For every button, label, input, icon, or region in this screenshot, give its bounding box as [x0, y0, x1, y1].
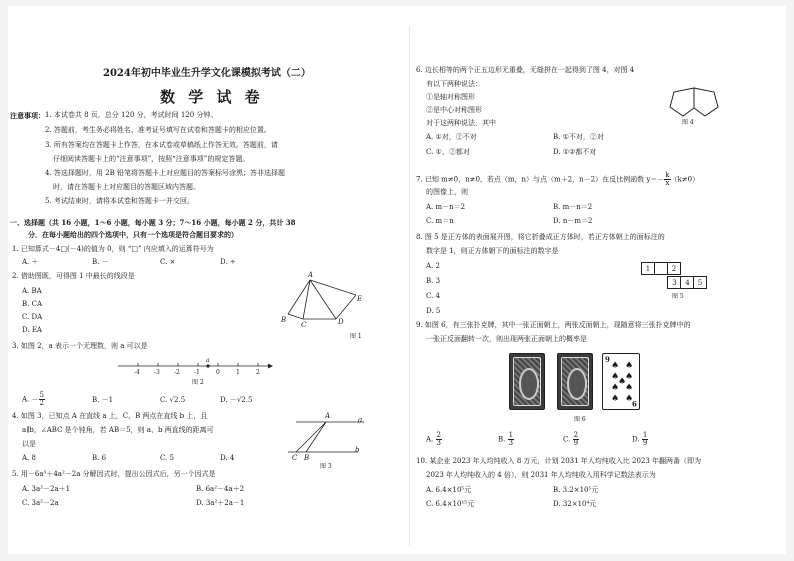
q6-stem-2: 有以下两种说法： — [426, 80, 482, 88]
q9-option-d: D. $\frac{1}{9}$ — [632, 431, 648, 447]
q5-option-d: D. 3a²＋2a－1 — [196, 499, 245, 507]
axis-tick--2: -2 — [174, 369, 180, 376]
q10-option-d: D. 32×10⁴元 — [553, 500, 597, 508]
q10-stem-2: 2023 年人均纯收入的 4 倍），则 2031 年人均纯收入用科学记数法表示为 — [426, 471, 656, 479]
subject-title: 数 学 试 卷 — [160, 88, 264, 106]
card-back-1 — [509, 353, 545, 410]
q5-option-a: A. 3a²－2a＋1 — [22, 485, 71, 493]
section-heading-2: 分．在每小题给出的四个选项中，只有一个选项是符合题目要求的） — [28, 230, 238, 239]
q10-option-b: B. 3.2×10⁵元 — [553, 486, 599, 494]
q2-stem: 2. 借助图既，可得图 1 中最长的线段是 — [12, 272, 135, 280]
q6-statement-1: ①是轴对称图形 — [426, 93, 475, 101]
exam-page — [8, 6, 786, 554]
spade-icon: ♠ — [611, 383, 620, 393]
fig4-label: 图 4 — [682, 119, 694, 126]
spade-icon: ♠ — [625, 383, 634, 393]
net-cell-2: 2 — [667, 262, 681, 275]
fig1-point-e: E — [357, 295, 363, 303]
q6-option-a: A. ①对，②不对 — [426, 133, 477, 141]
q9-option-a: A. $\frac{2}{3}$ — [426, 431, 441, 447]
q7-option-b: B. m－n＝2 — [553, 203, 593, 211]
fig6-label: 图 6 — [574, 416, 586, 423]
page-fold — [409, 26, 410, 546]
fig5-label: 图 5 — [672, 293, 684, 300]
card-nine-of-spades — [602, 353, 640, 410]
card-rank-top: 9 — [605, 355, 610, 364]
q4-stem-2: a∥b，∠ABC 是个钝角，若 AB＝5，则 a、b 两直线的距离可 — [22, 426, 214, 434]
q1-stem: 1. 已知算式－4□(－4)的值为 0，则 “□” 内应填入的运算符号为 — [12, 245, 214, 253]
fig1-label: 图 1 — [350, 333, 362, 340]
q5-option-b: B. 6a²－4a＋2 — [196, 485, 245, 493]
net-cell-gap — [654, 262, 668, 275]
q2-option-c: C. DA — [22, 313, 43, 321]
figure-4-pentagons — [666, 82, 726, 118]
section-heading: 一、选择题（共 16 小题，1～6 小题，每小题 3 分；7～16 小题，每小题 2 分，共计 38 — [10, 218, 296, 227]
q10-option-c: C. 6.4×10¹⁵元 — [426, 500, 475, 508]
spade-icon: ♠ — [625, 361, 634, 371]
q7-stem-2: 的图像上，则 — [426, 188, 468, 196]
axis-tick--1: -1 — [194, 369, 200, 376]
q8-option-d: D. 5 — [426, 307, 441, 315]
q1-option-b: B. － — [92, 258, 109, 266]
axis-tick-1: 1 — [236, 369, 240, 376]
fig3-label: 图 3 — [320, 463, 332, 470]
spade-icon: ♠ — [625, 372, 634, 382]
q7-option-c: C. m＝n — [426, 217, 454, 225]
q8-stem-2: 数字是 1，则正方体朝下的面标注的数字是 — [426, 247, 559, 255]
fig1-point-a: A — [308, 271, 314, 279]
q4-stem-1: 4. 如图 3，已知点 A 在直线 a 上，C、B 两点在直线 b 上，且 — [12, 412, 208, 420]
q1-option-a: A. ＋ — [22, 258, 39, 266]
net-cell-3: 3 — [667, 276, 681, 289]
axis-point-a: a — [206, 357, 210, 364]
q3-option-b: B. －1 — [92, 396, 114, 404]
q8-option-b: B. 3 — [426, 277, 441, 285]
note-2: 2. 答题前，考生务必将姓名、准考证号填写在试卷和答题卡的相应位置。 — [45, 126, 271, 134]
axis-tick--4: -4 — [134, 369, 140, 376]
fig2-label: 图 2 — [192, 379, 204, 386]
spade-icon: ♠ — [611, 394, 620, 404]
q3-option-c: C. √2.5 — [160, 396, 186, 404]
q7-option-a: A. m－n＝2 — [426, 203, 466, 211]
note-3b: 仔细阅读答题卡上的“注意事项”，按照“注意事项”的规定答题。 — [53, 155, 250, 163]
note-3: 3. 所有答案均在答题卡上作答，在本试卷或草稿纸上作答无效。答题前，请 — [45, 141, 278, 149]
spade-icon: ♠ — [625, 394, 634, 404]
q8-option-c: C. 4 — [426, 292, 441, 300]
q4-option-a: A. 8 — [22, 454, 36, 462]
q3-option-d: D. －√2.5 — [220, 396, 253, 404]
net-cell-4: 4 — [680, 276, 694, 289]
q6-stem-3: 对于这两种说法，其中 — [426, 119, 496, 127]
spade-icon: ♠ — [611, 361, 620, 371]
q2-option-a: A. BA — [22, 287, 42, 295]
q6-stem-1: 6. 边长相等的两个正五边形无重叠，无缝拼在一起得到了图 4，对图 4 — [416, 66, 635, 74]
q5-option-c: C. 3a²－2a — [22, 499, 59, 507]
q2-option-b: B. CA — [22, 300, 43, 308]
card-back-2 — [557, 353, 593, 410]
q9-stem-1: 9. 如图 6，有三张扑克牌，其中一张正面朝上，两张反面朝上，现随意将三张扑克牌中的 — [416, 321, 691, 329]
q10-stem-1: 10. 某企业 2023 年人均纯收入 8 万元，计划 2031 年人均纯收入比 2023 年翻两番（即为 — [416, 457, 702, 465]
q4-option-b: B. 6 — [92, 454, 107, 462]
q8-stem-1: 8. 图 5 是正方体的表面展开图，将它折叠成正方体时，若正方体朝上的面标注的 — [416, 233, 665, 241]
fig1-point-b: B — [281, 316, 287, 324]
fig3-line-b: b — [355, 446, 360, 454]
fig3-line-a: a — [358, 416, 363, 424]
q1-option-d: D. ÷ — [220, 258, 236, 266]
axis-tick-2: 2 — [256, 369, 260, 376]
q7-option-d: D. n－m＝2 — [553, 217, 593, 225]
q1-option-c: C. × — [160, 258, 176, 266]
q5-stem: 5. 用－6a³＋4a²－2a 分解因式时，提出公因式后，另一个因式是 — [12, 470, 216, 478]
q9-stem-2: 一张正反面翻转一次，则出现两张正面朝上的概率是 — [426, 335, 587, 343]
q9-option-b: B. $\frac{1}{3}$ — [498, 431, 514, 447]
q6-option-c: C. ①、②都对 — [426, 148, 470, 156]
fig1-point-c: C — [301, 321, 307, 329]
q2-option-d: D. EA — [22, 326, 42, 334]
q4-option-c: C. 5 — [160, 454, 175, 462]
q7-stem: 7. 已知 m≠0，n≠0，若点（m，n）与点（m＋2，n－2）在反比例函数 y＝－ $\frac{k}{x}$ （k≠0） — [416, 171, 700, 187]
net-cell-1: 1 — [641, 262, 655, 275]
fig3-point-b: B — [304, 454, 310, 462]
figure-3 — [286, 414, 376, 464]
q6-statement-2: ②是中心对称图形 — [426, 106, 482, 114]
spade-icon: ♠ — [618, 377, 627, 387]
q9-option-c: C. $\frac{2}{9}$ — [563, 431, 579, 447]
q6-option-d: D. ①②都不对 — [553, 148, 597, 156]
fig3-point-a: A — [325, 412, 331, 420]
q4-stem-3: 以是 — [22, 440, 36, 448]
fig1-point-d: D — [338, 318, 344, 326]
q10-option-a: A. 6.4×10⁵元 — [426, 486, 472, 494]
q3-stem: 3. 如图 2，a 表示一个无理数，则 a 可以是 — [12, 342, 148, 350]
notes-label: 注意事项： — [10, 111, 45, 120]
note-4b: 时，请在答题卡上对应题目的答题区域内答题。 — [53, 183, 200, 191]
q6-option-b: B. ①不对，②对 — [553, 133, 604, 141]
q8-option-a: A. 2 — [426, 262, 440, 270]
note-1: 1. 本试卷共 8 页，总分 120 分，考试时间 120 分钟。 — [45, 111, 218, 119]
card-rank-bottom: 9 — [632, 399, 637, 408]
q3-option-a: A. － $\frac{5}{2}$ — [22, 391, 44, 407]
axis-tick--3: -3 — [154, 369, 160, 376]
q4-option-d: D. 4 — [220, 454, 235, 462]
note-4: 4. 答选择题时，用 2B 铅笔将答题卡上对应题目的答案标号涂黑；答非选择题 — [45, 169, 285, 177]
note-5: 5. 考试结束时，请将本试卷和答题卡一并交回。 — [45, 197, 194, 205]
axis-tick-0: 0 — [216, 369, 220, 376]
fig3-point-c: C — [292, 454, 298, 462]
net-cell-5: 5 — [693, 276, 707, 289]
exam-title: 2024年初中毕业生升学文化课模拟考试（二） — [103, 68, 311, 79]
spade-icon: ♠ — [611, 372, 620, 382]
